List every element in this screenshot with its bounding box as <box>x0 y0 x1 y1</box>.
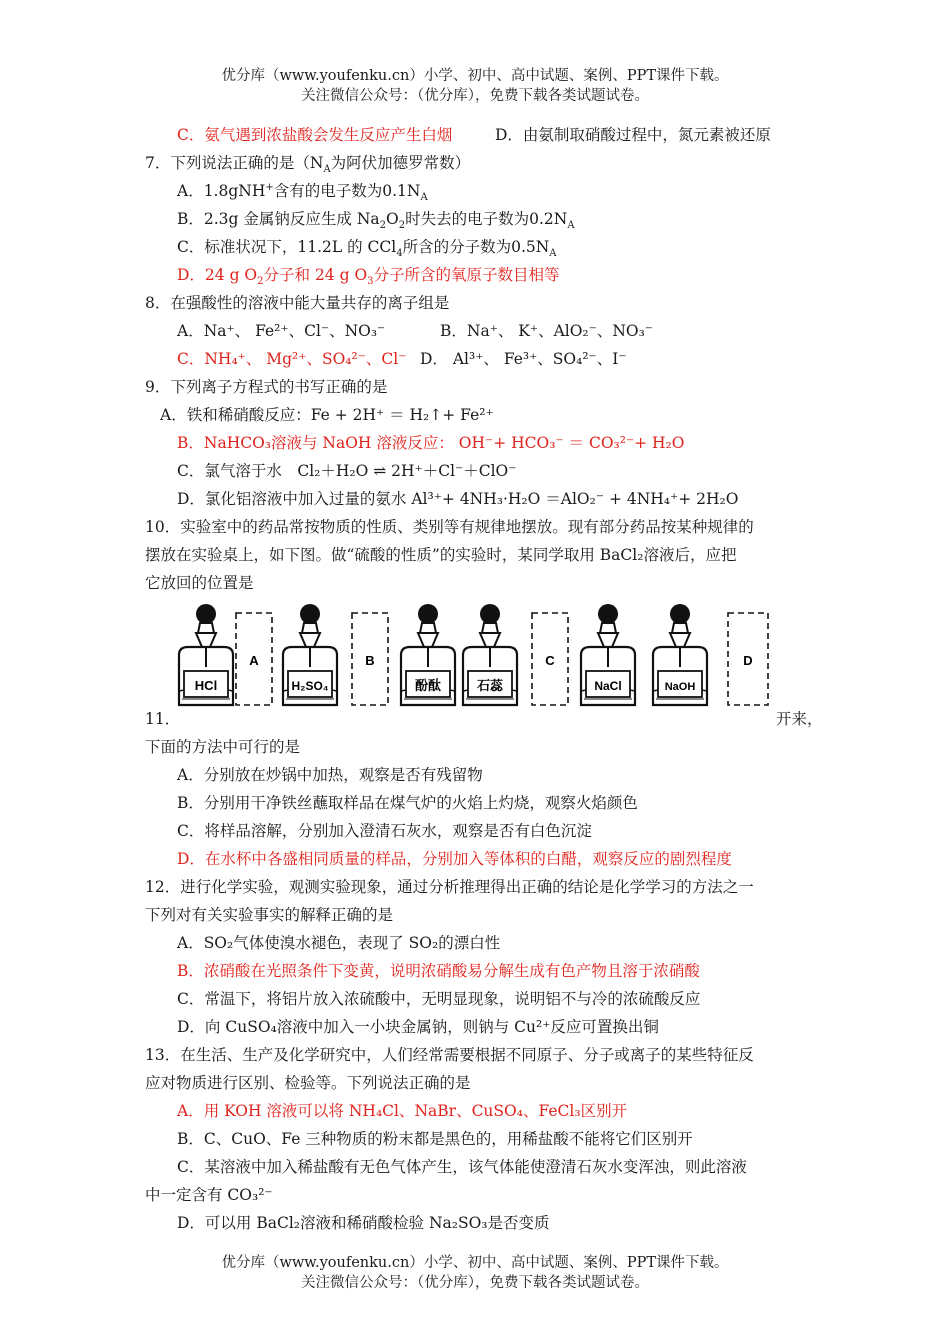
q10-line-2: 摆放在实验桌上，如下图。做“硫酸的性质”的实验时，某同学取用 BaCl₂溶液后，应把 <box>145 546 737 564</box>
q9-option-a: A．铁和稀硝酸反应：Fe + 2H⁺ ＝ H₂↑+ Fe²⁺ <box>160 406 494 424</box>
q11-line-2: 下面的方法中可行的是 <box>145 738 301 756</box>
bottle-label-naoh: NaOH <box>664 681 696 693</box>
q9-option-c: C．氯气溶于水 Cl₂＋H₂O ⇌ 2H⁺＋Cl⁻＋ClO⁻ <box>177 462 517 480</box>
slot-label-d: D <box>743 653 753 668</box>
bottle-label-h2so4: H₂SO₄ <box>291 679 329 693</box>
slot-label-a: A <box>249 653 259 668</box>
q10-line-1: 10．实验室中的药品常按物质的性质、类别等有规律地摆放。现有部分药品按某种规律的 <box>145 518 754 536</box>
q11-number: 11． <box>145 710 181 728</box>
q12-option-d: D．向 CuSO₄溶液中加入一小块金属钠，则钠与 Cu²⁺反应可置换出铜 <box>177 1018 659 1036</box>
q8-stem: 8．在强酸性的溶液中能大量共存的离子组是 <box>145 294 450 312</box>
q11-option-b: B．分别用干净铁丝蘸取样品在煤气炉的火焰上灼烧，观察火焰颜色 <box>177 794 638 812</box>
q12-line-2: 下列对有关实验事实的解释正确的是 <box>145 906 394 924</box>
q7-option-d: D．24 g $O_2$分子和 24 g $O_3$分子所含的氧原子数目相等 <box>177 266 560 288</box>
q10-line-3: 它放回的位置是 <box>145 574 254 592</box>
q9-option-b: B．NaHCO₃溶液与 NaOH 溶液反应： OH⁻+ HCO₃⁻ ＝ CO₃²⁻+ H₂O <box>177 434 685 452</box>
bottle-hcl <box>179 604 233 705</box>
bottle-litmus <box>463 604 517 705</box>
bottle-label-litmus: 石蕊 <box>476 678 504 693</box>
q12-option-a: A．SO₂气体使溴水褪色，表现了 SO₂的漂白性 <box>177 934 501 952</box>
q13-option-d: D．可以用 BaCl₂溶液和稀硝酸检验 Na₂SO₃是否变质 <box>177 1214 550 1232</box>
footer-line-2: 关注微信公众号：（优分库），免费下载各类试题试卷。 <box>301 1275 649 1291</box>
q6-option-c: C．氨气遇到浓盐酸会发生反应产生白烟 <box>177 126 453 144</box>
q9-option-d: D．氯化铝溶液中加入过量的氨水 Al³⁺+ 4NH₃·H₂O ＝AlO₂⁻ + 4NH₄⁺+ 2H₂O <box>177 490 739 508</box>
q13-option-c-line-1: C．某溶液中加入稀盐酸有无色气体产生，该气体能使澄清石灰水变浑浊，则此溶液 <box>177 1158 747 1176</box>
q11-option-c: C．将样品溶解，分别加入澄清石灰水，观察是否有白色沉淀 <box>177 822 592 840</box>
q7-stem: 7．下列说法正确的是（$N_A$为阿伏加德罗常数） <box>145 154 471 176</box>
footer-line-1: 优分库（www.youfenku.cn）小学、初中、高中试题、案例、PPT课件下载。 <box>221 1255 729 1271</box>
q12-option-c: C．常温下，将铝片放入浓硫酸中，无明显现象，说明铝不与冷的浓硫酸反应 <box>177 990 701 1008</box>
bottle-naoh <box>653 604 707 705</box>
q13-line-2: 应对物质进行区别、检验等。下列说法正确的是 <box>145 1074 471 1092</box>
q7-option-c: C．标准状况下，11.2L 的 CCl$_4$所含的分子数为$0.5N_A$ <box>177 238 557 260</box>
q9-stem: 9．下列离子方程式的书写正确的是 <box>145 378 388 396</box>
q12-line-1: 12．进行化学实验，观测实验现象，通过分析推理得出正确的结论是化学学习的方法之一 <box>145 878 754 896</box>
bottle-label-phenolphthalein: 酚酞 <box>414 678 442 693</box>
q12-option-b: B．浓硝酸在光照条件下变黄，说明浓硝酸易分解生成有色产物且溶于浓硝酸 <box>177 962 700 980</box>
bottle-label-nacl: NaCl <box>594 679 622 693</box>
bottle-nacl <box>581 604 635 705</box>
q13-option-c-line-2: 中一定含有 CO₃²⁻ <box>145 1186 273 1204</box>
q8-option-a: A．Na⁺、 Fe²⁺、Cl⁻、NO₃⁻ <box>177 322 386 340</box>
q7-option-a: A．1.8gNH+含有的电子数为$0.1N_A$ <box>177 181 428 204</box>
q7-option-b: B．2.3g 金属钠反应生成 $Na_2O_2$时失去的电子数为$0.2N_A$ <box>177 210 575 232</box>
bottle-label-hcl: HCl <box>194 678 218 693</box>
header-line-2: 关注微信公众号：（优分库），免费下载各类试题试卷。 <box>301 88 649 104</box>
q11-option-a: A．分别放在炒锅中加热，观察是否有残留物 <box>177 766 483 784</box>
reagent-bottle-figure <box>172 603 772 711</box>
bottle-h2so4 <box>283 604 337 705</box>
q13-line-1: 13．在生活、生产及化学研究中，人们经常需要根据不同原子、分子或离子的某些特征反 <box>145 1046 754 1064</box>
slot-label-c: C <box>545 653 555 668</box>
q6-option-d: D．由氨制取硝酸过程中，氮元素被还原 <box>495 126 771 144</box>
q11-option-d: D．在水杯中各盛相同质量的样品，分别加入等体积的白醋，观察反应的剧烈程度 <box>177 850 732 868</box>
slot-label-b: B <box>365 653 375 668</box>
q13-option-a: A．用 KOH 溶液可以将 NH₄Cl、NaBr、CuSO₄、FeCl₃区别开 <box>177 1102 628 1120</box>
q11-line-1-end: 开来， <box>776 710 823 728</box>
q8-option-b: B．Na⁺、 K⁺、AlO₂⁻、NO₃⁻ <box>440 322 653 340</box>
q8-option-d: D． Al³⁺、 Fe³⁺、SO₄²⁻、I⁻ <box>420 350 627 368</box>
header-line-1: 优分库（www.youfenku.cn）小学、初中、高中试题、案例、PPT课件下载。 <box>221 68 729 84</box>
bottle-phenolphthalein <box>401 604 455 705</box>
q13-option-b: B．C、CuO、Fe 三种物质的粉末都是黑色的，用稀盐酸不能将它们区别开 <box>177 1130 693 1148</box>
q8-option-c: C．NH₄⁺、 Mg²⁺、SO₄²⁻、Cl⁻ <box>177 350 407 368</box>
